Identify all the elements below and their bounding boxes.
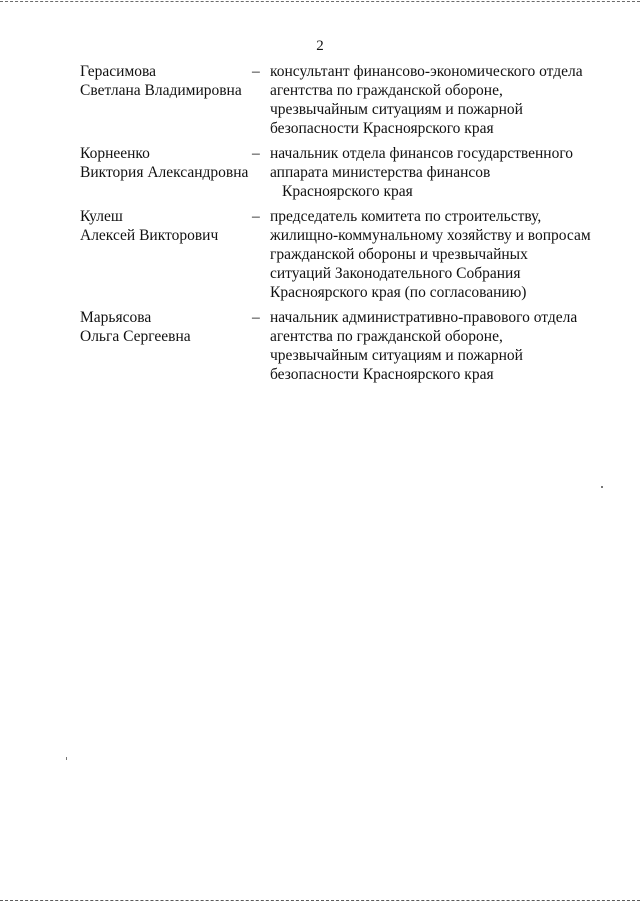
member-given-names: Алексей Викторович bbox=[80, 227, 219, 244]
separator-dash: – bbox=[252, 309, 260, 326]
position-line: безопасности Красноярского края bbox=[270, 366, 494, 383]
scan-edge-top bbox=[0, 1, 640, 2]
separator-dash: – bbox=[252, 63, 260, 80]
member-given-names: Виктория Александровна bbox=[80, 164, 249, 181]
member-surname: Корнеенко bbox=[80, 145, 150, 162]
position-line: ситуаций Законодательного Собрания bbox=[270, 265, 521, 282]
position-line: председатель комитета по строительству, bbox=[270, 208, 542, 225]
member-given-names: Светлана Владимировна bbox=[80, 82, 242, 99]
position-line: агентства по гражданской обороне, bbox=[270, 82, 503, 99]
position-line: начальник отдела финансов государственного bbox=[270, 145, 574, 162]
page-number: 2 bbox=[316, 38, 324, 54]
position-line: Красноярского края bbox=[282, 183, 413, 200]
position-line: жилищно-коммунальному хозяйству и вопросам bbox=[270, 227, 591, 244]
separator-dash: – bbox=[252, 145, 260, 162]
scan-edge-bottom bbox=[0, 900, 640, 901]
member-surname: Кулеш bbox=[80, 208, 123, 225]
member-surname: Герасимова bbox=[80, 63, 157, 80]
position-line: начальник административно-правового отдела bbox=[270, 309, 578, 326]
scan-speck bbox=[66, 757, 67, 760]
member-position bbox=[270, 62, 600, 138]
position-line: аппарата министерства финансов bbox=[270, 164, 491, 181]
scan-speck bbox=[601, 486, 603, 488]
member-name bbox=[80, 144, 250, 182]
position-line: Красноярского края (по согласованию) bbox=[270, 284, 527, 301]
member-surname: Марьясова bbox=[80, 309, 152, 326]
position-line: безопасности Красноярского края bbox=[270, 120, 494, 137]
position-line: чрезвычайным ситуациям и пожарной bbox=[270, 347, 523, 364]
position-line: консультант финансово-экономического отдела bbox=[270, 63, 583, 80]
position-line: гражданской обороны и чрезвычайных bbox=[270, 246, 528, 263]
member-given-names: Ольга Сергеевна bbox=[80, 328, 191, 345]
member-name bbox=[80, 62, 250, 100]
position-line: агентства по гражданской обороне, bbox=[270, 328, 503, 345]
member-name bbox=[80, 207, 250, 245]
separator-dash: – bbox=[252, 208, 260, 225]
member-name bbox=[80, 308, 250, 346]
member-position bbox=[270, 207, 600, 302]
member-position bbox=[270, 144, 600, 201]
position-line: чрезвычайным ситуациям и пожарной bbox=[270, 101, 523, 118]
member-position bbox=[270, 308, 600, 384]
